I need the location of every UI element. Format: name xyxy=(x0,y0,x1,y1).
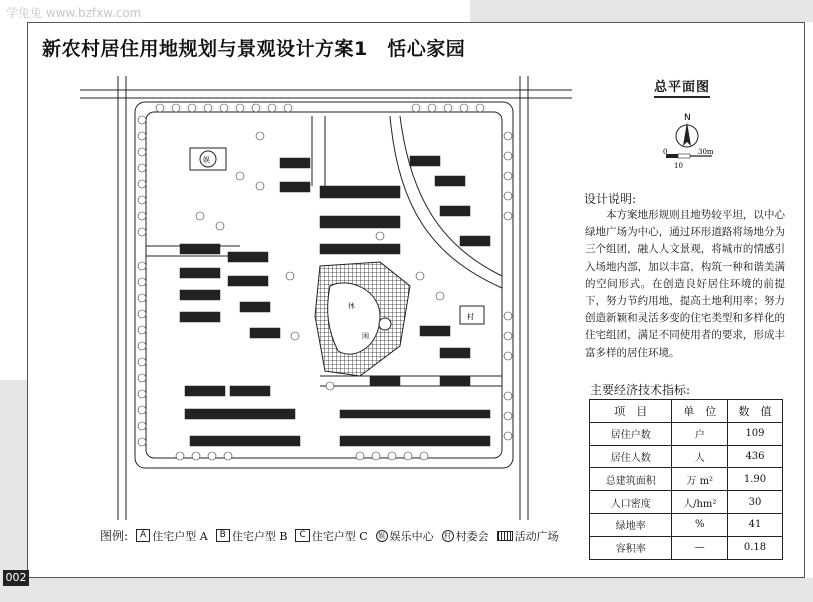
plan-square-label-2: 闲 xyxy=(362,332,369,340)
scale-mid: 10 xyxy=(674,162,683,170)
table-row xyxy=(590,422,783,445)
activity-square-hatch-icon xyxy=(497,531,513,541)
table-row xyxy=(590,491,783,514)
plan-recreation-label: 娱 xyxy=(203,156,210,164)
row-value: 30 xyxy=(727,491,782,514)
site-plan xyxy=(80,76,572,520)
table-row xyxy=(590,468,783,491)
page-number: 002 xyxy=(3,570,29,586)
row-unit: — xyxy=(672,536,728,559)
row-unit: 户 xyxy=(672,422,728,445)
row-unit: 人 xyxy=(672,445,728,468)
legend-item-type-b xyxy=(216,528,288,544)
legend-item-square xyxy=(497,528,559,544)
row-value: 109 xyxy=(727,422,782,445)
scale-end: 30m xyxy=(698,148,714,156)
scale-zero: 0 xyxy=(663,148,668,156)
row-unit: % xyxy=(672,513,728,536)
row-label: 人口密度 xyxy=(590,491,672,514)
row-value: 436 xyxy=(727,445,782,468)
legend-symbol-a: A xyxy=(136,529,150,542)
legend-text-committee: 村委会 xyxy=(455,529,489,543)
header-unit: 单 位 xyxy=(672,400,728,423)
economics-heading: 主要经济技术指标: xyxy=(590,383,691,397)
background-band-bottom xyxy=(0,578,813,602)
plan-title: 总平面图 xyxy=(654,76,710,98)
row-label: 总建筑面积 xyxy=(590,468,672,491)
recreation-center xyxy=(190,148,226,170)
legend-item-recreation xyxy=(376,528,434,544)
row-label: 居住户数 xyxy=(590,422,672,445)
table-row xyxy=(590,513,783,536)
legend xyxy=(100,527,563,544)
table-row xyxy=(590,536,783,559)
economics-table xyxy=(589,399,783,560)
page-title: 新农村居住用地规划与景观设计方案1 恬心家园 xyxy=(42,38,466,60)
background-band-left xyxy=(0,380,27,602)
header-item: 项 目 xyxy=(590,400,672,423)
row-unit: 人/hm² xyxy=(672,491,728,514)
row-value: 1.90 xyxy=(727,468,782,491)
background-band-top xyxy=(470,0,813,22)
recreation-center-icon: 娱 xyxy=(376,530,388,542)
legend-text-recreation: 娱乐中心 xyxy=(389,529,434,543)
legend-item-type-a xyxy=(136,528,208,544)
row-value: 41 xyxy=(727,513,782,536)
table-header-row xyxy=(590,400,783,423)
row-label: 居住人数 xyxy=(590,445,672,468)
central-square xyxy=(315,262,410,376)
legend-text-a: 住宅户型 A xyxy=(152,529,208,543)
row-unit: 万 m² xyxy=(672,468,728,491)
north-arrow-icon xyxy=(662,110,722,176)
village-committee-icon: 村 xyxy=(442,530,454,542)
watermark: 学兔兔 www.bzfxw.com xyxy=(6,6,142,20)
design-description: 本方案地形规则且地势较平坦，以中心绿地广场为中心，通过环形道路将场地分为三个组团，融人人文景观，将城市的情感引入场地内部，加以丰富，构筑一种和谐美满的空间形式。在创造良好居住环境的前提下，努力节约用地，提高土地利用率；努力创造新颖和灵活多变的住宅类型和多样化的住宅组团，满足不同使用者的要求，形成丰富多样的居住环境。 xyxy=(585,209,785,359)
header-value: 数 值 xyxy=(727,400,782,423)
village-committee xyxy=(460,306,484,324)
row-label: 容积率 xyxy=(590,536,672,559)
plan-square-label-1: 休 xyxy=(348,302,355,310)
legend-text-square: 活动广场 xyxy=(514,529,559,543)
legend-label: 图例: xyxy=(100,529,129,543)
north-letter: N xyxy=(684,113,691,123)
table-row xyxy=(590,445,783,468)
legend-item-type-c xyxy=(295,528,367,544)
legend-text-c: 住宅户型 C xyxy=(311,529,368,543)
legend-symbol-b: B xyxy=(216,529,230,542)
row-value: 0.18 xyxy=(727,536,782,559)
legend-text-b: 住宅户型 B xyxy=(231,529,288,543)
legend-item-committee xyxy=(442,528,489,544)
plan-committee-label: 村 xyxy=(467,313,474,321)
legend-symbol-c: C xyxy=(295,529,309,542)
row-label: 绿地率 xyxy=(590,513,672,536)
design-heading: 设计说明: xyxy=(584,192,637,206)
